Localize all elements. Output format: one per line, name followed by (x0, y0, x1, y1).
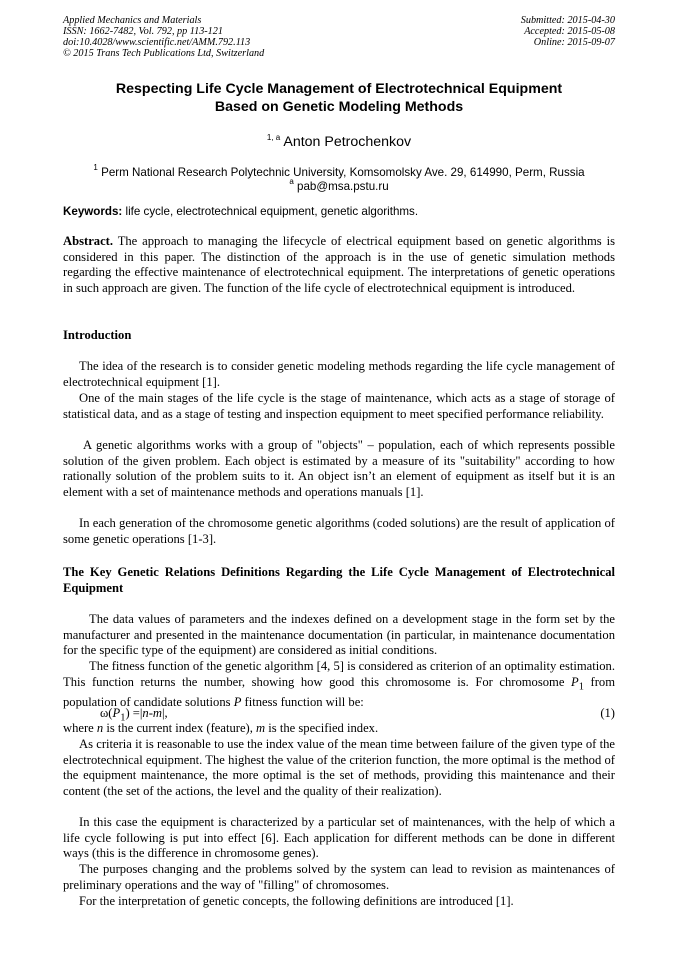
fitness-text-b: from population of candidate solutions (63, 674, 615, 709)
submitted-date: Submitted: 2015-04-30 (520, 15, 615, 26)
where-text-c: is the specified index. (265, 721, 379, 735)
fitness-text-a: The fitness function of the genetic algorithm [4, 5] is considered as criterion of an optimality estimation. This function returns the number, showing how good this chromosome is. For chromosome (63, 659, 615, 689)
keywords-text: life cycle, electrotechnical equipment, genetic algorithms. (122, 205, 419, 218)
title-line-1: Respecting Life Cycle Management of Electrotechnical Equipment (115, 81, 563, 97)
equation-number: (1) (600, 706, 615, 720)
publication-dates (521, 15, 615, 48)
email-superscript: a (289, 177, 294, 186)
formula-subscript: 1 (120, 712, 126, 724)
online-date: Online: 2015-09-07 (533, 37, 615, 48)
where-text-a: where (63, 721, 97, 735)
formula-omega: ω( (100, 706, 113, 720)
section-heading-introduction: Introduction (63, 328, 132, 342)
keywords (63, 205, 615, 218)
intro-paragraph-4: In each generation of the chromosome genetic algorithms (coded solutions) are the result of application of some genetic operations [1-3]. (63, 516, 615, 546)
formula-end: |, (162, 706, 168, 720)
title-line-2: Based on Genetic Modeling Methods (214, 99, 464, 115)
symbol-p1-subscript: 1 (578, 681, 584, 693)
author-line (63, 133, 615, 150)
section-paragraph-2 (63, 659, 615, 711)
abstract-text: The approach to managing the lifecycle of electrical equipment based on genetic algorithms is considered in this paper. The distinction of the approach is in the use of genetic simulation methods regarding the effective maintenance of electrotechnical equipment. The interpretations of genetic operations in such approach are given. The function of the life cycle of electrotechnical equipment is introduced. (63, 234, 615, 296)
formula-n: n (142, 706, 149, 720)
formula-p: P (112, 706, 121, 720)
formula-minus: - (148, 706, 153, 720)
where-m: m (256, 721, 266, 735)
author-superscript: 1, a (266, 133, 281, 142)
journal-doi: doi:10.4028/www.scientific.net/AMM.792.113 (63, 37, 251, 48)
where-text-b: is the current index (feature), (103, 721, 257, 735)
symbol-p: P (233, 694, 242, 709)
affiliation-text: Perm National Research Polytechnic University, Komsomolsky Ave. 29, 614990, Perm, Russia (101, 166, 585, 179)
fitness-text-c: fitness function will be: (241, 694, 364, 709)
section-heading-key-relations: The Key Genetic Relations Definitions Regarding the Life Cycle Management of Electrotechnical Equipment (63, 565, 615, 595)
journal-issn: ISSN: 1662-7482, Vol. 792, pp 113-121 (63, 26, 223, 37)
symbol-p1: P (571, 674, 579, 689)
where-line (63, 721, 615, 737)
section-paragraph-1: The data values of parameters and the indexes defined on a development stage in the form set by the manufacturer and presented in the maintenance documentation (in particular, in maintenance documentation for the specific type of the equipment) are considered as initial conditions. (63, 612, 615, 658)
journal-info (63, 15, 264, 59)
section-paragraph-5: The purposes changing and the problems solved by the system can lead to revision as maintenances of preliminary operations and the way of "filling" of chromosomes. (63, 862, 615, 892)
section-paragraph-4: In this case the equipment is characterized by a particular set of maintenances, with the help of which a life cycle following is put into effect [6]. Each application for different methods can be done in different ways (this is the difference in chromosome genes). (63, 815, 615, 861)
keywords-label: Keywords: (63, 205, 123, 218)
email-line (63, 175, 615, 194)
journal-name: Applied Mechanics and Materials (63, 15, 202, 26)
section-paragraph-6: For the interpretation of genetic concepts, the following definitions are introduced [1]. (79, 894, 514, 908)
author-email: pab@msa.pstu.ru (297, 180, 389, 193)
intro-paragraph-1: The idea of the research is to consider genetic modeling methods regarding the life cycle management of electrotechnical equipment [1]. (63, 359, 615, 389)
where-n: n (96, 721, 104, 735)
abstract-label: Abstract. (63, 234, 114, 248)
intro-paragraph-2: One of the main stages of the life cycle is the stage of maintenance, which acts as a stage of storage of statistical data, and as a stage of testing and inspection equipment to meet specified performance reliability. (63, 391, 615, 421)
formula-equals: ) =| (125, 706, 143, 720)
abstract (63, 234, 615, 297)
intro-paragraph-3: A genetic algorithms works with a group of "objects" – population, each of which represents possible solution of the given problem. Each object is estimated by a measure of its "suitability" according to how rationally solution of the problem suits to it. An object isn’t an element of equipment as itself but it is an element with a set of maintenance methods and operations manuals [1]. (63, 438, 615, 500)
journal-copyright: © 2015 Trans Tech Publications Ltd, Switzerland (63, 48, 265, 59)
accepted-date: Accepted: 2015-05-08 (524, 26, 615, 37)
author-name: Anton Petrochenkov (283, 134, 412, 150)
affiliation-superscript: 1 (93, 163, 98, 172)
formula-m: m (152, 706, 163, 720)
section-paragraph-3: As criteria it is reasonable to use the index value of the mean time between failure of the given type of the electrotechnical equipment. The highest the value of the criterion function, the more optimal is the method of the equipment maintenance, the more optimal is the set of methods, providing this maintenance and their content (the set of the actions, the level and the quality of their realization). (63, 737, 615, 799)
paper-title (63, 80, 615, 116)
